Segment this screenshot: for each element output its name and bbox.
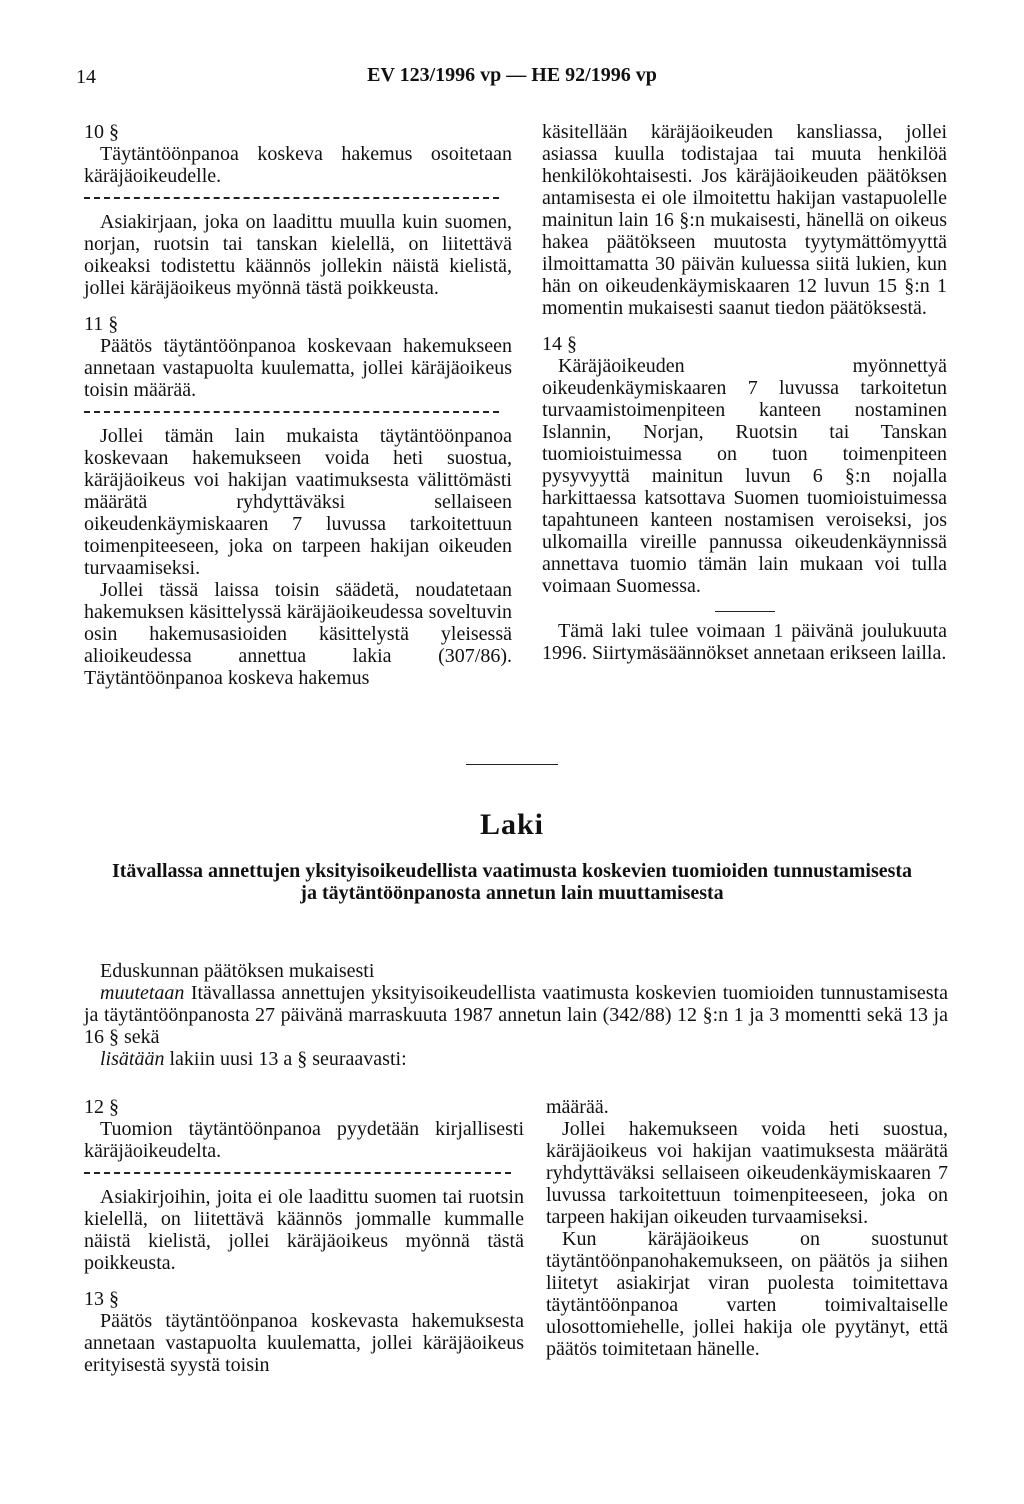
running-title: EV 123/1996 vp — HE 92/1996 vp <box>367 64 657 86</box>
law-subtitle <box>60 860 964 904</box>
section-14-heading: 14 § <box>542 333 577 355</box>
top-left-column <box>84 121 512 689</box>
page-number: 14 <box>76 66 96 88</box>
continued-text: määrää. <box>546 1096 609 1118</box>
preamble-body <box>84 982 948 1048</box>
section-10-heading: 10 § <box>84 121 119 143</box>
section-12-paragraph-1: Tuomion täytäntöönpanoa pyydetään kirjallisesti käräjäoikeudelta. <box>84 1118 524 1162</box>
omission-dashes <box>84 411 499 413</box>
preamble-muutetaan: muutetaan <box>100 982 185 1004</box>
section-13-heading: 13 § <box>84 1288 119 1310</box>
entry-into-force: Tämä laki tulee voimaan 1 päivänä joulukuuta 1996. Siirtymäsäännökset annetaan erikseen lailla. <box>542 620 947 664</box>
preamble-lisataan: lisätään <box>100 1048 165 1070</box>
omission-dashes <box>84 1172 511 1174</box>
section-10-paragraph-1: Täytäntöönpanoa koskeva hakemus osoitetaan käräjäoikeudelle. <box>84 143 512 187</box>
section-10-paragraph-2: Asiakirjaan, joka on laadittu muulla kuin suomen, norjan, ruotsin tai tanskan kielellä, on liitettävä oikeaksi todistettu käännös jollekin näistä kielistä, jollei käräjäoikeus myönnä tästä poikkeusta. <box>84 211 512 299</box>
preamble-end <box>84 1048 948 1070</box>
omission-dashes <box>84 197 499 199</box>
section-11-paragraph-3: Jollei tässä laissa toisin säädetä, noudatetaan hakemuksen käsittelyssä käräjäoikeudessa soveltuvin osin hakemusasioiden käsittelystä yleisessä alioikeudessa annettua lakia (307/86). Täytäntöönpanoa koskeva hakemus <box>84 579 512 689</box>
section-14-paragraph-1: Käräjäoikeuden myönnettyä oikeudenkäymiskaaren 7 luvussa tarkoitetun turvaamistoimenpiteen kanteen nostaminen Islannin, Norjan, Ruotsin tai Tanskan tuomioistuimessa on tuon toimenpiteen pysyvyyttä mainitun luvun 6 §:n nojalla harkittaessa katsottava Suomen tuomioistuimessa tapahtuneen kanteen nostamisen veroiseksi, jos ulkomailla vireille pannussa oikeudenkäynnissä annettava tuomio tämän lain mukaan voi tulla voimaan Suomessa. <box>542 355 947 597</box>
section-13-paragraph-1: Päätös täytäntöönpanoa koskevasta hakemuksesta annetaan vastapuolta kuulematta, jollei käräjäoikeus erityisestä syystä toisin <box>84 1310 524 1376</box>
paragraph-3: Kun käräjäoikeus on suostunut täytäntöönpanohakemukseen, on päätös ja siihen liitetyt asiakirjat viran puolesta toimitettava täytäntöönpanoa varten toimivaltaiselle ulosottomiehelle, jollei hakija ole pyytänyt, että päätös toimitetaan hänelle. <box>546 1228 948 1360</box>
top-right-column <box>542 121 947 664</box>
law-subtitle-line-1: Itävallassa annettujen yksityisoikeudellista vaatimusta koskevien tuomioiden tunnustamisesta <box>111 860 913 882</box>
section-11-paragraph-2: Jollei tämän lain mukaista täytäntöönpanoa koskevaan hakemukseen voida heti suostua, käräjäoikeus voi hakijan vaatimuksesta välittömästi määrätä ryhdyttäväksi sellaiseen oikeudenkäymiskaaren 7 luvussa tarkoitettuun toimenpiteeseen, joka on tarpeen hakijan oikeuden turvaamiseksi. <box>84 425 512 579</box>
section-12-paragraph-2: Asiakirjoihin, joita ei ole laadittu suomen tai ruotsin kielellä, on liitettävä käännös jommalle kummalle näistä kielistä, jollei käräjäoikeus myönnä tästä poikkeusta. <box>84 1186 524 1274</box>
preamble <box>84 960 948 1070</box>
law-title: Laki <box>479 808 545 841</box>
section-11-heading: 11 § <box>84 313 119 335</box>
paragraph-2: Jollei hakemukseen voida heti suostua, käräjäoikeus voi hakijan vaatimuksesta määrätä ryhdyttäväksi sellaiseen oikeudenkäymiskaaren 7 luvussa tarkoitettuun toimenpiteeseen, joka on tarpeen hakijan oikeuden turvaamiseksi. <box>546 1118 948 1228</box>
law-subtitle-line-2: ja täytäntöönpanosta annetun lain muuttamisesta <box>300 882 724 904</box>
section-divider <box>466 764 558 765</box>
separator-rule <box>715 611 775 612</box>
preamble-body-text: Itävallassa annettujen yksityisoikeudellista vaatimusta koskevien tuomioiden tunnustamisesta ja täytäntöönpanosta 27 päivänä marraskuuta 1987 annetun lain (342/88) 12 §:n 1 ja 3 momentti sekä 13 ja 16 § sekä <box>84 982 948 1048</box>
section-11-paragraph-1: Päätös täytäntöönpanoa koskevaan hakemukseen annetaan vastapuolta kuulematta, jollei käräjäoikeus toisin määrää. <box>84 335 512 401</box>
continued-text: käsitellään käräjäoikeuden kansliassa, jollei asiassa kuulla todistajaa tai muuta henkilöä henkilökohtaisesti. Jos käräjäoikeuden päätöksen antamisesta ei ole ilmoitettu hakijan vastapuolelle mainitun lain 16 §:n mukaisesti, hänellä on oikeus hakea päätökseen muutosta tyytymättömyyttä ilmoittamatta 30 päivän kuluessa siitä lukien, kun hän on oikeudenkäymiskaaren 12 luvun 15 §:n 1 momentin mukaisesti saanut tiedon päätöksestä. <box>542 121 947 319</box>
section-12-heading: 12 § <box>84 1096 119 1118</box>
bottom-left-column <box>84 1096 524 1376</box>
preamble-line-1: Eduskunnan päätöksen mukaisesti <box>100 960 375 982</box>
bottom-right-column <box>546 1096 948 1360</box>
preamble-end-text: lakiin uusi 13 a § seuraavasti: <box>164 1048 407 1070</box>
